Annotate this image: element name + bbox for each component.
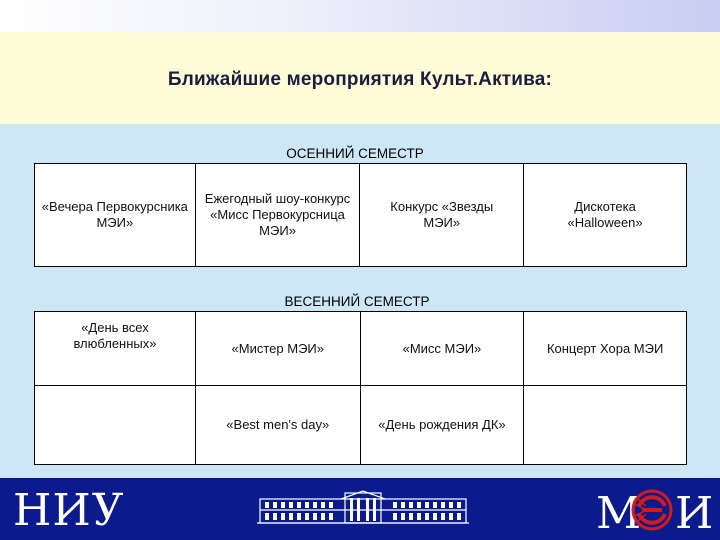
autumn-semester-label: ОСЕННИЙ СЕМЕСТР bbox=[286, 146, 424, 161]
top-gradient-band bbox=[0, 0, 720, 32]
event-cell: «Мисс МЭИ» bbox=[360, 312, 524, 386]
svg-text:И: И bbox=[675, 488, 714, 533]
autumn-events-table bbox=[34, 163, 687, 267]
event-cell: Ежегодный шоу-конкурс «Мисс Первокурсница МЭИ» bbox=[195, 164, 360, 267]
event-cell: «Вечера Первокурсника МЭИ» bbox=[35, 164, 196, 267]
table-row bbox=[35, 386, 687, 465]
spring-events-table bbox=[34, 311, 687, 465]
event-cell: Концерт Хора МЭИ bbox=[524, 312, 687, 386]
mei-logo-icon bbox=[596, 487, 714, 533]
event-cell: «День рождения ДК» bbox=[360, 386, 524, 465]
event-cell: «День всех влюбленных» bbox=[35, 312, 196, 386]
event-cell: Конкурс «Звезды МЭИ» bbox=[360, 164, 524, 267]
spring-semester-label: ВЕСЕННИЙ СЕМЕСТР bbox=[284, 294, 430, 309]
event-cell bbox=[524, 386, 687, 465]
event-cell: «Best men's day» bbox=[195, 386, 360, 465]
event-cell bbox=[35, 386, 196, 465]
event-cell: «Мистер МЭИ» bbox=[195, 312, 360, 386]
table-row bbox=[35, 312, 687, 386]
svg-text:М: М bbox=[596, 488, 642, 533]
page-title: Ближайшие мероприятия Культ.Актива: bbox=[167, 69, 553, 90]
table-row bbox=[35, 164, 687, 267]
event-cell: Дискотека «Halloween» bbox=[524, 164, 687, 267]
university-building-icon bbox=[257, 490, 469, 526]
niu-label: НИУ bbox=[13, 485, 125, 536]
